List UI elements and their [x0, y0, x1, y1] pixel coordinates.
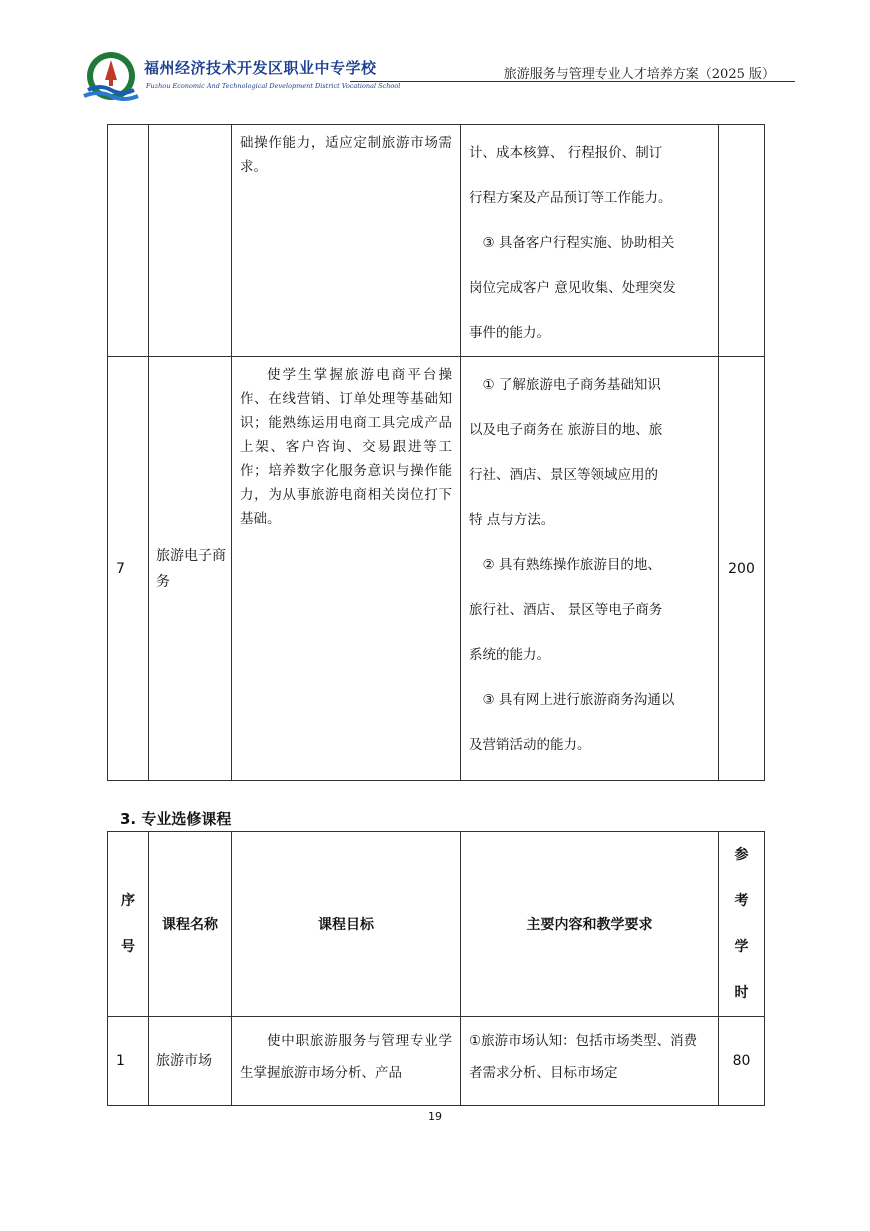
course-name-cell: 旅游市场 [149, 1017, 232, 1106]
table-row [108, 357, 765, 781]
target-cell: 使中职旅游服务与管理专业学生掌握旅游市场分析、产品 [232, 1017, 461, 1106]
hours-cell: 80 [719, 1017, 765, 1106]
target-cell: 使学生掌握旅游电商平台操作、在线营销、订单处理等基础知识；能熟练运用电商工具完成产品上架、客户咨询、交易跟进等工作；培养数字化服务意识与操作能力，为从事旅游电商相关岗位打下基础。 [232, 357, 461, 781]
content-cell: ①旅游市场认知：包括市场类型、消费者需求分析、目标市场定 [461, 1017, 719, 1106]
header-course-target: 课程目标 [232, 832, 461, 1017]
elective-course-table [107, 831, 765, 1106]
header-hours: 参 考 学 时 [719, 832, 765, 1017]
header-course-content: 主要内容和教学要求 [461, 832, 719, 1017]
content-cell: ① 了解旅游电子商务基础知识 以及电子商务在 旅游目的地、旅 行社、酒店、景区等领域应用的 特 点与方法。 ② 具有熟练操作旅游目的地、 旅行社、酒店、 景区等电子商务 系统的能力。 ③ 具有网上进行旅游商务沟通以 及营销活动的能力。 [461, 357, 719, 781]
school-name-en: Fuzhou Economic And Technological Development District Vocational School [146, 82, 401, 90]
course-table-continued [107, 124, 765, 781]
hours-cell: 200 [719, 357, 765, 781]
school-name-cn: 福州经济技术开发区职业中专学校 [144, 59, 377, 77]
header-num: 序 号 [108, 832, 149, 1017]
table-row [108, 1017, 765, 1106]
num-cell: 7 [108, 357, 149, 781]
page-header [80, 48, 795, 108]
document-title: 旅游服务与管理专业人才培养方案（2025 版） [503, 67, 775, 82]
header-course-name: 课程名称 [149, 832, 232, 1017]
page-number: 19 [428, 1110, 442, 1123]
table-row [108, 125, 765, 357]
name-cell [149, 125, 232, 357]
table-header-row [108, 832, 765, 1017]
section-title: 3. 专业选修课程 [120, 810, 232, 828]
target-cell: 础操作能力，适应定制旅游市场需求。 [232, 125, 461, 357]
hours-cell [719, 125, 765, 357]
header-rule [350, 81, 795, 82]
num-cell: 1 [108, 1017, 149, 1106]
content-cell: 计、成本核算、 行程报价、制订 行程方案及产品预订等工作能力。 ③ 具备客户行程实施、协助相关 岗位完成客户 意见收集、处理突发 事件的能力。 [461, 125, 719, 357]
num-cell [108, 125, 149, 357]
school-logo-icon [80, 50, 142, 106]
course-name-cell: 旅游电子商务 [149, 357, 232, 781]
